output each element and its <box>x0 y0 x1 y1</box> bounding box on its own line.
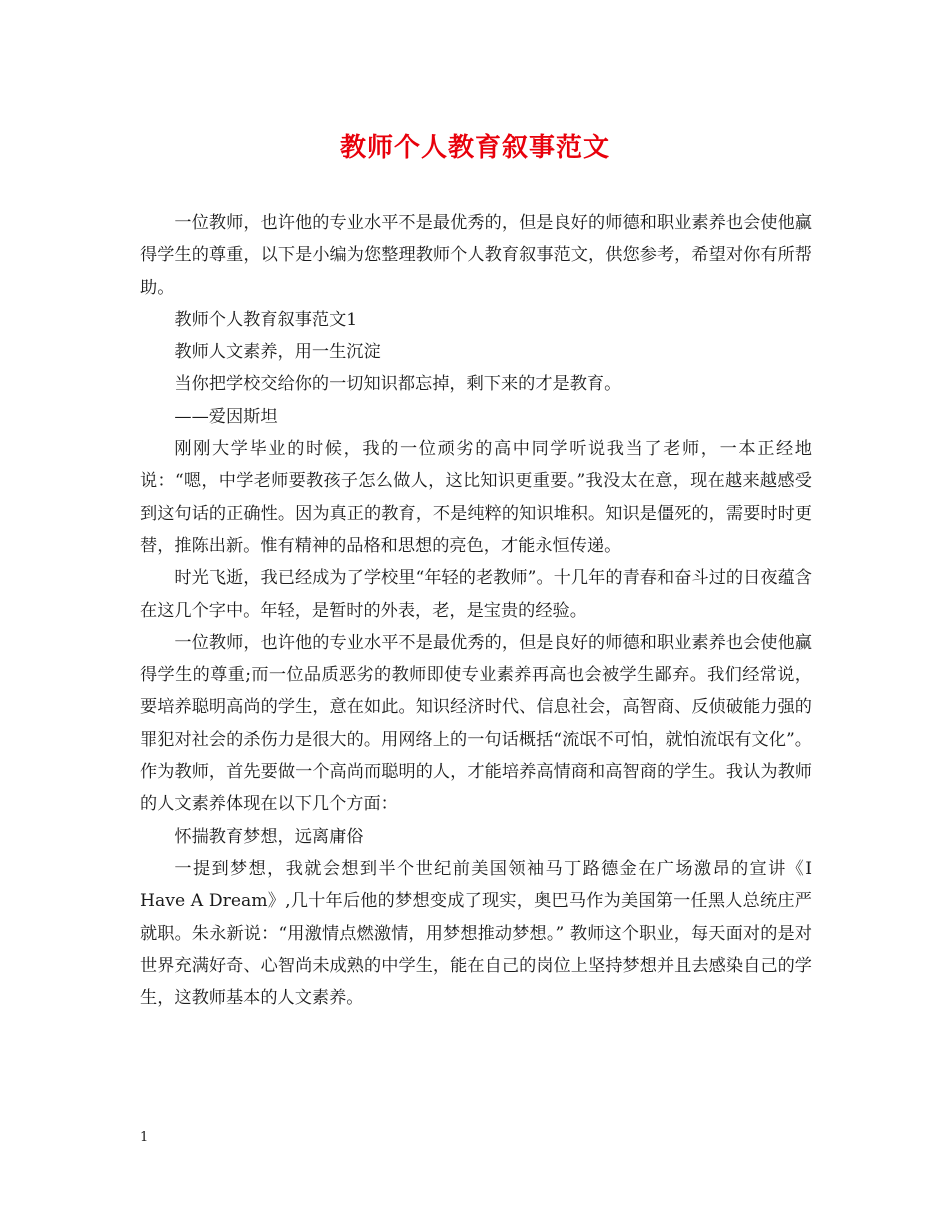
paragraph-body: 一提到梦想，我就会想到半个世纪前美国领袖马丁路德金在广场激昂的宣讲《I Have A Dream》,几十年后他的梦想变成了现实，奥巴马作为美国第一任黑人总统庄严就职。朱永新说：“用激情点燃激情，用梦想推动梦想。” 教师这个职业，每天面对的是对世界充满好奇、心智尚未成熟的中学生，能在自己的岗位上坚持梦想并且去感染自己的学生，这教师基本的人文素养。 <box>140 858 812 1009</box>
paragraph-section-heading: 教师个人教育叙事范文1 <box>174 309 358 330</box>
paragraph-subtitle: 教师人文素养，用一生沉淀 <box>174 342 381 363</box>
paragraph-body: 一位教师，也许他的专业水平不是最优秀的，但是良好的师德和职业素养也会使他赢得学生的尊重;而一位品质恶劣的教师即使专业素养再高也会被学生鄙弃。我们经常说，要培养聪明高尚的学生，意在如此。知识经济时代、信息社会，高智商、反侦破能力强的罪犯对社会的杀伤力是很大的。用网络上的一句话概括“流氓不可怕，就怕流氓有文化”。作为教师，首先要做一个高尚而聪明的人，才能培养高情商和高智商的学生。我认为教师的人文素养体现在以下几个方面： <box>140 632 812 815</box>
paragraph-point-heading: 怀揣教育梦想，远离庸俗 <box>174 826 364 847</box>
paragraph-body: 时光飞逝，我已经成为了学校里“年轻的老教师”。十几年的青春和奋斗过的日夜蕴含在这几个字中。年轻，是暂时的外表，老，是宝贵的经验。 <box>140 568 812 621</box>
paragraph-intro: 一位教师，也许他的专业水平不是最优秀的，但是良好的师德和职业素养也会使他赢得学生的尊重，以下是小编为您整理教师个人教育叙事范文，供您参考，希望对你有所帮助。 <box>140 213 812 298</box>
document-body <box>140 207 812 1014</box>
page-number: 1 <box>140 1130 149 1145</box>
paragraph-quote-author: ——爱因斯坦 <box>174 406 278 427</box>
document-title: 教师个人教育叙事范文 <box>339 133 610 163</box>
paragraph-quote: 当你把学校交给你的一切知识都忘掉，剩下来的才是教育。 <box>174 374 622 395</box>
paragraph-body: 刚刚大学毕业的时候，我的一位顽劣的高中同学听说我当了老师，一本正经地说：“嗯，中学老师要教孩子怎么做人，这比知识更重要。”我没太在意，现在越来越感受到这句话的正确性。因为真正的教育，不是纯粹的知识堆积。知识是僵死的，需要时时更替，推陈出新。惟有精神的品格和思想的亮色，才能永恒传递。 <box>140 439 812 556</box>
